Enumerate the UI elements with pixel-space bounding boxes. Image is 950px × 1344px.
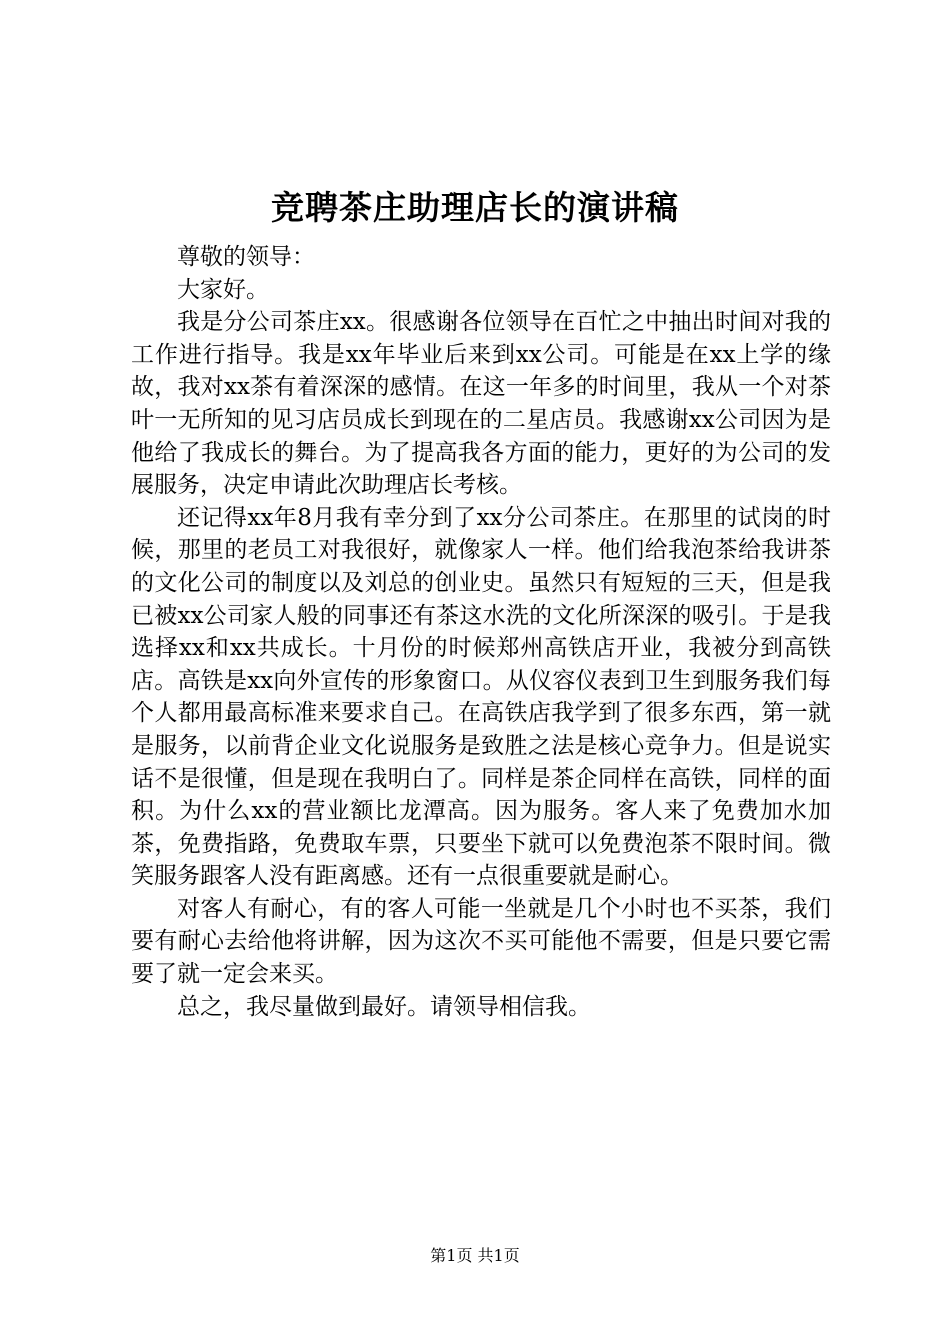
paragraph-patience: 对客人有耐心，有的客人可能一坐就是几个小时也不买茶，我们要有耐心去给他将讲解，因为这次不买可能他不需要，但是只要它需要了就一定会来买。 — [131, 895, 831, 988]
salutation: 尊敬的领导： — [177, 244, 315, 270]
document-body — [131, 241, 831, 1023]
paragraph-experience: 还记得xx年8月我有幸分到了xx分公司茶庄。在那里的试岗的时候，那里的老员工对我很好，就像家人一样。他们给我泡茶给我讲茶的文化公司的制度以及刘总的创业史。虽然只有短短的三天，但是我已被xx公司家人般的同事还有茶这水洗的文化所深深的吸引。于是我选择xx和xx共成长。十月份的时候郑州高铁店开业，我被分到高铁店。高铁是xx向外宣传的形象窗口。从仪容仪表到卫生到服务我们每个人都用最高标准来要求自己。在高铁店我学到了很多东西，第一就是服务，以前背企业文化说服务是致胜之法是核心竞争力。但是说实话不是很懂，但是现在我明白了。同样是茶企同样在高铁，同样的面积。为什么xx的营业额比龙潭高。因为服务。客人来了免费加水加茶，免费指路，免费取车票，只要坐下就可以免费泡茶不限时间。微笑服务跟客人没有距离感。还有一点很重要就是耐心。 — [131, 504, 831, 890]
paragraph-closing: 总之，我尽量做到最好。请领导相信我。 — [177, 993, 591, 1020]
page-number-footer: 第1页 共1页 — [430, 1246, 520, 1265]
paragraph-introduction: 我是分公司茶庄xx。很感谢各位领导在百忙之中抽出时间对我的工作进行指导。我是xx年毕业后来到xx公司。可能是在xx上学的缘故，我对xx茶有着深深的感情。在这一年多的时间里，我从一个对茶叶一无所知的见习店员成长到现在的二星店员。我感谢xx公司因为是他给了我成长的舞台。为了提高我各方面的能力，更好的为公司的发展服务，决定申请此次助理店长考核。 — [131, 309, 831, 499]
greeting: 大家好。 — [177, 276, 269, 303]
document-title: 竞聘茶庄助理店长的演讲稿 — [271, 188, 679, 227]
